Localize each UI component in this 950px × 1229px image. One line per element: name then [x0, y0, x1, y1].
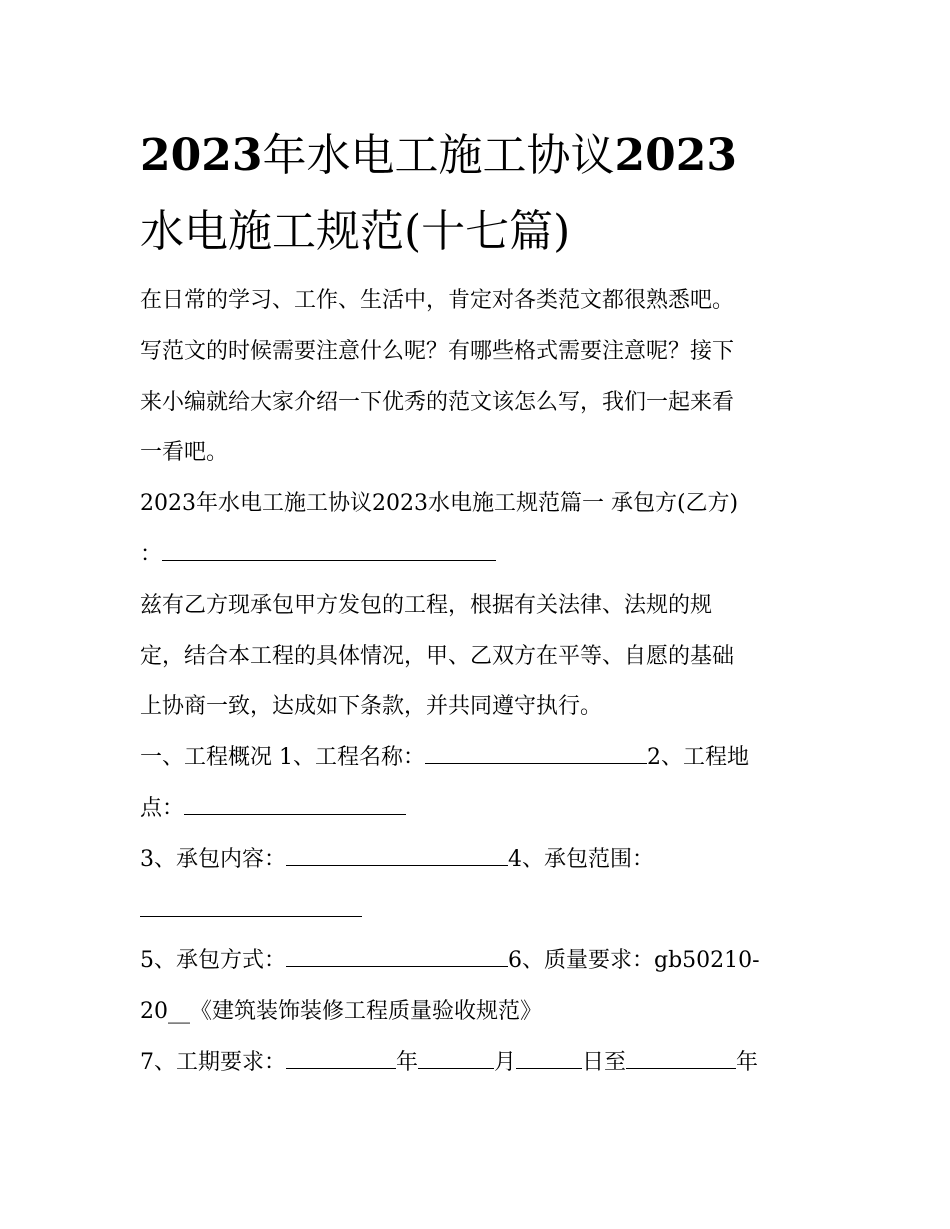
clause-line: 兹有乙方现承包甲方发包的工程，根据有关法律、法规的规	[140, 592, 713, 618]
contract-content-blank	[286, 864, 508, 866]
project-name-blank	[425, 762, 647, 764]
month-label: 月	[494, 1049, 517, 1075]
clause-line: 上协商一致，达成如下条款，并共同遵守执行。	[140, 694, 603, 720]
intro-line: 一看吧。	[140, 440, 229, 466]
section-heading: 2023年水电工施工协议2023水电施工规范篇一 承包方(乙方)	[140, 491, 739, 517]
contractor-blank	[162, 559, 496, 561]
end-year-blank	[626, 1067, 736, 1069]
intro-line: 写范文的时候需要注意什么呢？有哪些格式需要注意呢？接下	[140, 338, 735, 364]
item6-label: 6、质量要求：gb50210-	[508, 948, 760, 974]
project-location-blank	[184, 813, 406, 815]
item-line-6: 20__《建筑装饰装修工程质量验收规范》	[140, 999, 542, 1025]
item3-label: 3、承包内容：	[140, 846, 286, 872]
document-body	[140, 276, 820, 1089]
item-line-5	[140, 936, 820, 987]
item2-label: 2、工程地	[647, 745, 749, 771]
start-day-blank	[516, 1067, 582, 1069]
item4-label: 4、承包范围：	[508, 846, 654, 872]
item1-label: 一、工程概况 1、工程名称：	[140, 745, 425, 771]
item7-label: 7、工期要求：	[140, 1049, 286, 1075]
intro-line: 来小编就给大家介绍一下优秀的范文该怎么写，我们一起来看	[140, 389, 735, 415]
clause-line: 定，结合本工程的具体情况，甲、乙双方在平等、自愿的基础	[140, 643, 735, 669]
item2-cont: 点：	[140, 795, 185, 821]
item-line-1	[140, 733, 820, 784]
item5-label: 5、承包方式：	[140, 948, 286, 974]
day-to-label: 日至	[582, 1049, 627, 1075]
item-line-3	[140, 835, 820, 886]
item-line-4	[140, 886, 820, 937]
party-line	[140, 530, 820, 581]
start-year-blank	[286, 1067, 396, 1069]
title-line-1: 2023年水电工施工协议2023	[140, 130, 737, 181]
start-month-blank	[418, 1067, 494, 1069]
item-line-7	[140, 1038, 820, 1089]
contract-scope-blank	[140, 915, 362, 917]
year2-label: 年	[736, 1049, 759, 1075]
intro-line: 在日常的学习、工作、生活中，肯定对各类范文都很熟悉吧。	[140, 288, 735, 313]
item-line-2	[140, 784, 820, 835]
year-label: 年	[396, 1049, 419, 1075]
contract-method-blank	[286, 965, 508, 967]
party-prefix: ：	[140, 541, 163, 567]
document-title	[140, 118, 830, 270]
title-line-2: 水电施工规范(十七篇)	[140, 206, 571, 257]
